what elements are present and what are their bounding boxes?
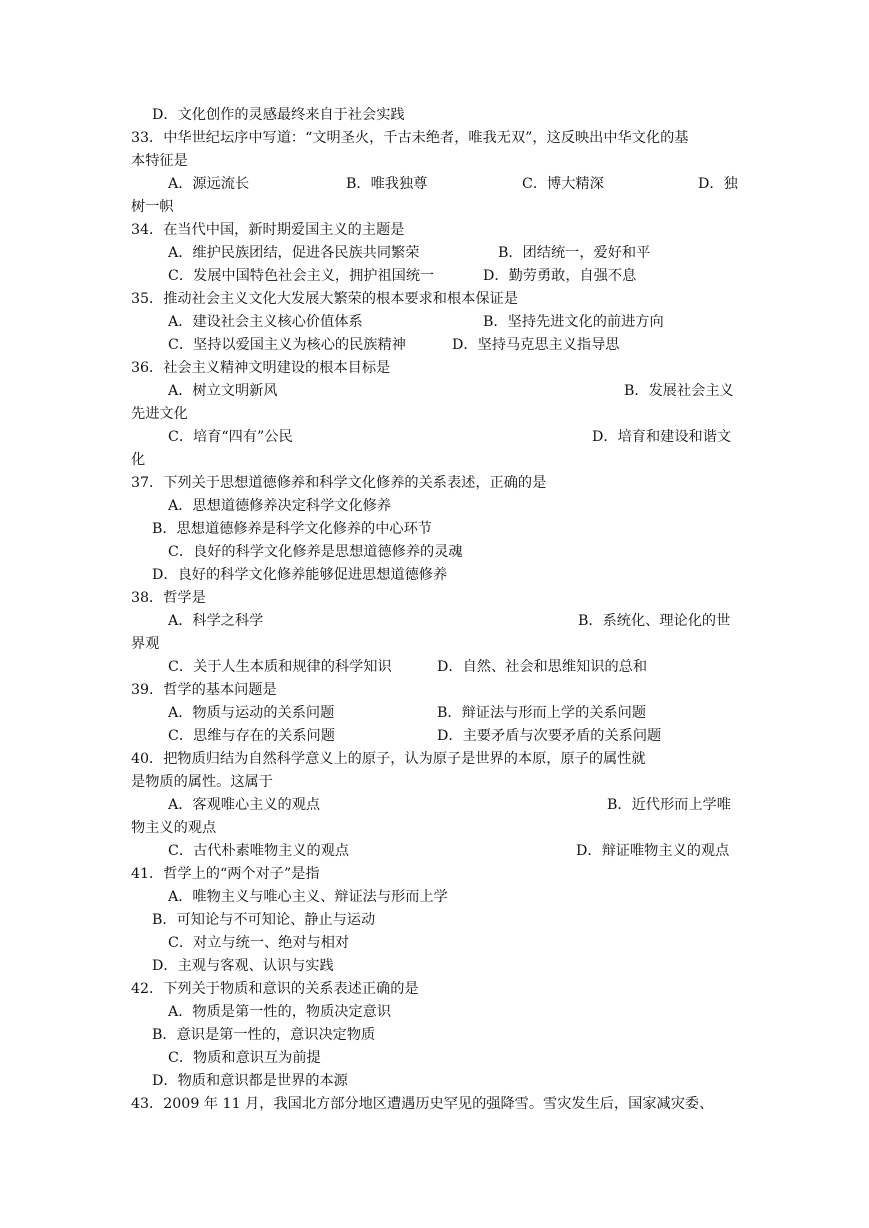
q41-option-d: D．主观与客观、认识与实践 <box>152 958 334 974</box>
q43-stem: 43．2009 年 11 月，我国北方部分地区遭遇历史罕见的强降雪。雪灾发生后，国家减灾委、 <box>131 1096 714 1112</box>
q35-options-line-2 <box>0 334 869 356</box>
q36-option-b-wrap: 先进文化 <box>131 406 188 422</box>
q40-option-a: A．客观唯心主义的观点 <box>168 797 321 813</box>
q35-option-d: D．坚持马克思主义指导思 <box>452 337 620 353</box>
q41-stem-line <box>0 863 869 885</box>
q38-options-line-1 <box>0 610 869 632</box>
q41-option-d-line <box>0 955 869 977</box>
q40-options-line-2 <box>0 840 869 862</box>
q34-option-c: C．发展中国特色社会主义，拥护祖国统一 <box>168 268 435 284</box>
q33-options-wrap <box>0 196 869 218</box>
q37-option-a: A．思想道德修养决定科学文化修养 <box>168 498 392 514</box>
q37-option-d-line <box>0 564 869 586</box>
q38-stem-line <box>0 587 869 609</box>
q35-stem: 35．推动社会主义文化大发展大繁荣的根本要求和根本保证是 <box>131 291 518 307</box>
q33-stem-1: 33．中华世纪坛序中写道：“文明圣火，千古未绝者，唯我无双”，这反映出中华文化的基 <box>131 130 689 146</box>
q34-option-d: D．勤劳勇敢，自强不息 <box>483 268 637 284</box>
q40-options-wrap <box>0 817 869 839</box>
q35-option-a: A．建设社会主义核心价值体系 <box>168 314 363 330</box>
q33-stem-line-1 <box>0 127 869 149</box>
q33-option-d: D．独 <box>698 176 738 192</box>
q37-option-d: D．良好的科学文化修养能够促进思想道德修养 <box>152 567 448 583</box>
q33-stem-2: 本特征是 <box>131 153 188 169</box>
q37-option-c-line <box>0 541 869 563</box>
q38-options-wrap <box>0 633 869 655</box>
q33-option-d-wrap: 树一帜 <box>131 199 174 215</box>
q33-stem-line-2 <box>0 150 869 172</box>
q37-stem: 37．下列关于思想道德修养和科学文化修养的关系表述，正确的是 <box>131 475 547 491</box>
q36-options-wrap-1 <box>0 403 869 425</box>
q40-options-line-1 <box>0 794 869 816</box>
q37-stem-line <box>0 472 869 494</box>
q40-option-d: D．辩证唯物主义的观点 <box>576 843 730 859</box>
q34-options-line-1 <box>0 242 869 264</box>
q39-option-d: D．主要矛盾与次要矛盾的关系问题 <box>437 728 662 744</box>
q42-stem-line <box>0 978 869 1000</box>
q36-options-wrap-2 <box>0 449 869 471</box>
q33-option-b: B．唯我独尊 <box>346 176 428 192</box>
q34-stem: 34．在当代中国，新时期爱国主义的主题是 <box>131 222 405 238</box>
q39-option-c: C．思维与存在的关系问题 <box>168 728 335 744</box>
q32-option-line <box>0 104 869 126</box>
q38-option-d: D．自然、社会和思维知识的总和 <box>437 659 648 675</box>
q39-options-line-1 <box>0 702 869 724</box>
q36-option-a: A．树立文明新风 <box>168 383 278 399</box>
q42-option-b: B．意识是第一性的，意识决定物质 <box>152 1027 376 1043</box>
q36-option-d-wrap: 化 <box>131 452 146 468</box>
q37-option-a-line <box>0 495 869 517</box>
q35-stem-line <box>0 288 869 310</box>
q37-option-b-line <box>0 518 869 540</box>
q39-option-a: A．物质与运动的关系问题 <box>168 705 335 721</box>
q42-option-a-line <box>0 1001 869 1023</box>
q40-stem-line-1 <box>0 748 869 770</box>
q36-option-d: D．培育和建设和谐文 <box>592 429 732 445</box>
q38-options-line-2 <box>0 656 869 678</box>
q38-option-b: B．系统化、理论化的世 <box>578 613 731 629</box>
q40-option-c: C．古代朴素唯物主义的观点 <box>168 843 350 859</box>
q34-option-b: B．团结统一，爱好和平 <box>498 245 651 261</box>
q33-option-a: A．源远流长 <box>168 176 250 192</box>
q39-option-b: B．辩证法与形而上学的关系问题 <box>437 705 647 721</box>
q42-option-a: A．物质是第一性的，物质决定意识 <box>168 1004 392 1020</box>
q40-stem-line-2 <box>0 771 869 793</box>
q39-stem-line <box>0 679 869 701</box>
q32-option-d: D．文化创作的灵感最终来自于社会实践 <box>152 107 405 123</box>
q35-option-c: C．坚持以爱国主义为核心的民族精神 <box>168 337 406 353</box>
q36-stem-line <box>0 357 869 379</box>
q42-option-b-line <box>0 1024 869 1046</box>
q35-option-b: B．坚持先进文化的前进方向 <box>483 314 664 330</box>
q37-option-b: B．思想道德修养是科学文化修养的中心环节 <box>152 521 432 537</box>
q42-option-d: D．物质和意识都是世界的本源 <box>152 1073 348 1089</box>
q41-option-b-line <box>0 909 869 931</box>
q41-stem: 41．哲学上的“两个对子”是指 <box>131 866 320 882</box>
q34-stem-line <box>0 219 869 241</box>
q41-option-b: B．可知论与不可知论、静止与运动 <box>152 912 376 928</box>
q34-options-line-2 <box>0 265 869 287</box>
q38-option-b-wrap: 界观 <box>131 636 160 652</box>
q36-options-line-1 <box>0 380 869 402</box>
q42-option-c: C．物质和意识互为前提 <box>168 1050 321 1066</box>
q43-stem-line <box>0 1093 869 1115</box>
q41-option-a-line <box>0 886 869 908</box>
q36-option-c: C．培育“四有”公民 <box>168 429 293 445</box>
q33-options-line <box>0 173 869 195</box>
q36-options-line-2 <box>0 426 869 448</box>
q41-option-c-line <box>0 932 869 954</box>
q40-option-b-wrap: 物主义的观点 <box>131 820 217 836</box>
q33-option-c: C．博大精深 <box>522 176 604 192</box>
q42-option-d-line <box>0 1070 869 1092</box>
q38-stem: 38．哲学是 <box>131 590 206 606</box>
q41-option-a: A．唯物主义与唯心主义、辩证法与形而上学 <box>168 889 448 905</box>
q34-option-a: A．维护民族团结，促进各民族共同繁荣 <box>168 245 420 261</box>
q38-option-a: A．科学之科学 <box>168 613 264 629</box>
q42-stem: 42．下列关于物质和意识的关系表述正确的是 <box>131 981 419 997</box>
q41-option-c: C．对立与统一、绝对与相对 <box>168 935 350 951</box>
q37-option-c: C．良好的科学文化修养是思想道德修养的灵魂 <box>168 544 463 560</box>
q39-options-line-2 <box>0 725 869 747</box>
q35-options-line-1 <box>0 311 869 333</box>
q39-stem: 39．哲学的基本问题是 <box>131 682 277 698</box>
q40-option-b: B．近代形而上学唯 <box>607 797 731 813</box>
q36-stem: 36．社会主义精神文明建设的根本目标是 <box>131 360 391 376</box>
q36-option-b: B．发展社会主义 <box>624 383 734 399</box>
q42-option-c-line <box>0 1047 869 1069</box>
q40-stem-2: 是物质的属性。这属于 <box>131 774 273 790</box>
q38-option-c: C．关于人生本质和规律的科学知识 <box>168 659 392 675</box>
q40-stem-1: 40．把物质归结为自然科学意义上的原子，认为原子是世界的本原，原子的属性就 <box>131 751 646 767</box>
